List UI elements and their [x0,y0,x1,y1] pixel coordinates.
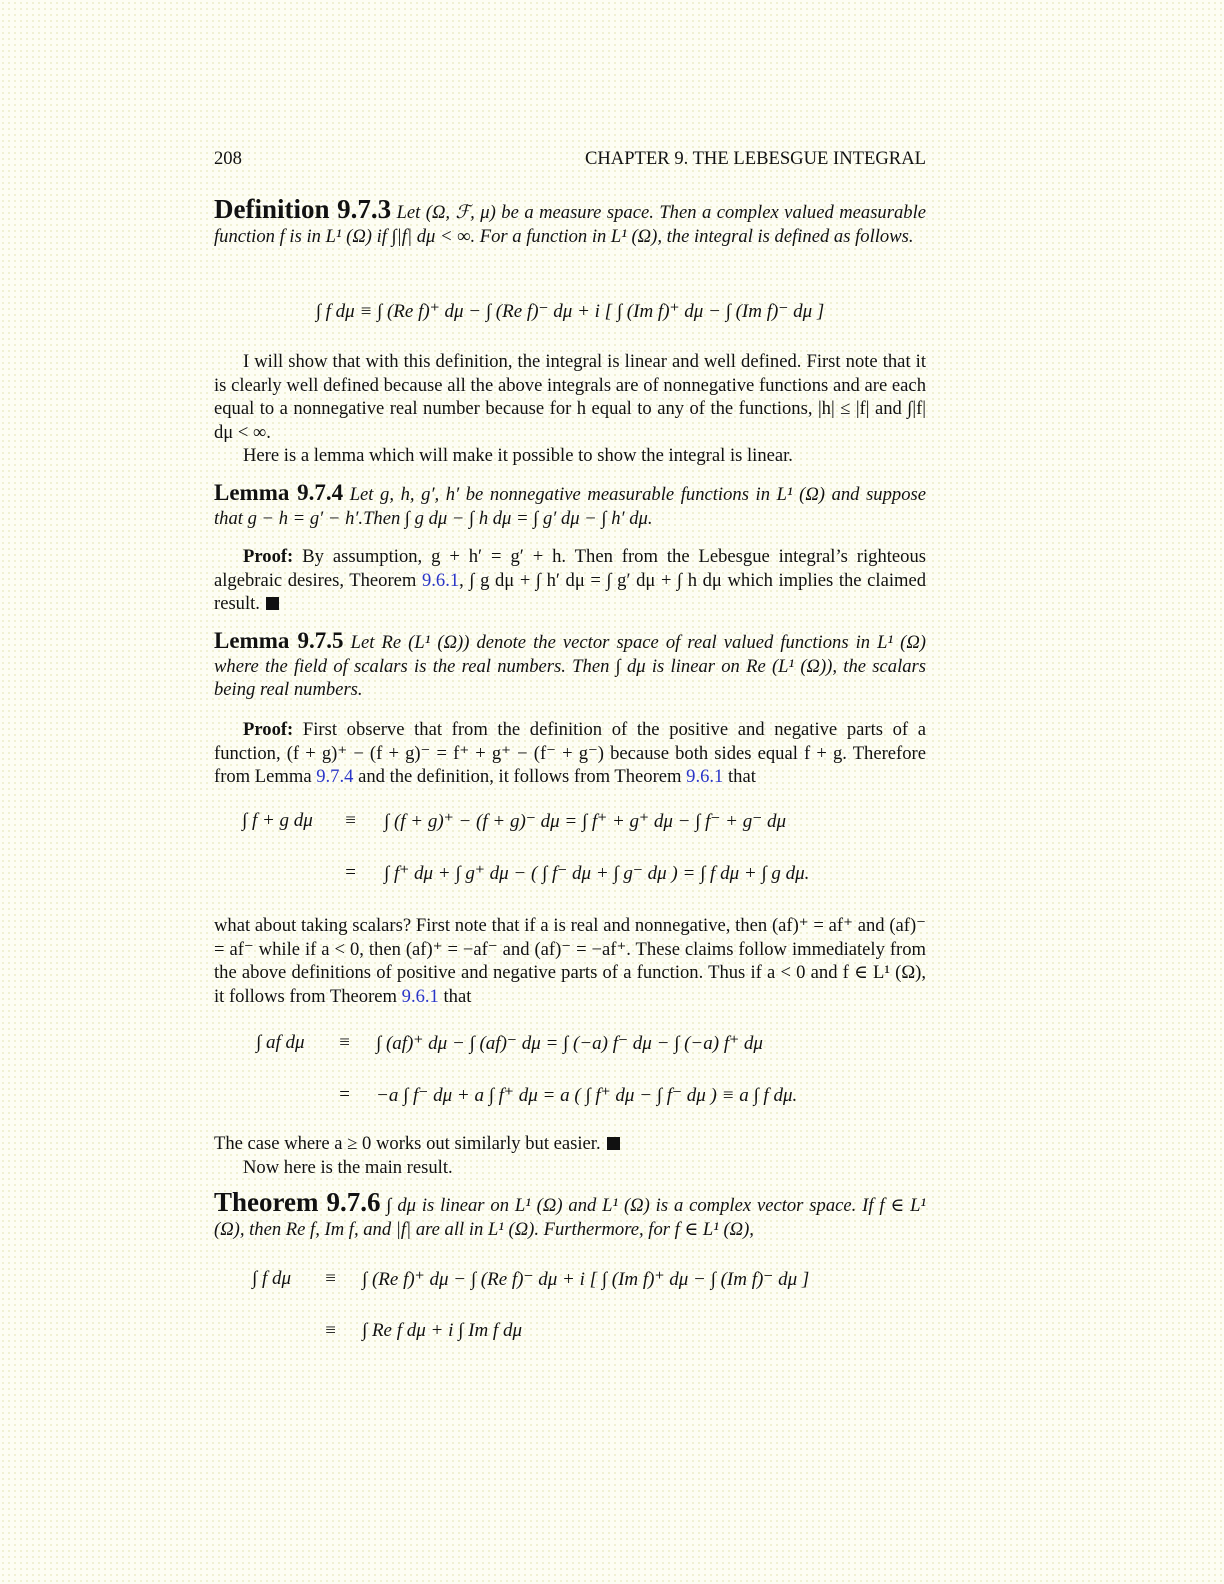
page-header [214,148,926,170]
lemma-proof [214,718,926,789]
definition-title: Definition 9.7.3 [214,194,392,224]
theorem-link[interactable]: 9.6.1 [686,766,724,787]
proof-label: Proof: [243,719,294,740]
eq-rhs: ∫ Re f dμ + i ∫ Im f dμ [362,1320,522,1341]
qed-icon [266,597,279,610]
lemma-link[interactable]: 9.7.4 [316,766,354,787]
eq-op: = [344,862,357,883]
eq-op: = [338,1084,351,1105]
eq-rhs: ∫ (af)⁺ dμ − ∫ (af)⁻ dμ = ∫ (−a) f⁻ dμ − ∫ (−a) f⁺ dμ [376,1033,763,1054]
proof-text: , ∫ g dμ + ∫ h′ dμ = ∫ g′ dμ + ∫ h dμ which implies the claimed result. [214,569,927,614]
qed-icon [607,1137,620,1150]
paragraph: I will show that with this definition, the integral is linear and well defined. First note that it is clearly well defined because all the above integrals are of nonnegative functions and are each equal to a nonnegative real number because for h equal to any of the functions, |h| ≤ |f| and ∫|f| dμ < ∞. [214,351,926,443]
lemma-body: Let g, h, g′, h′ be nonnegative measurable functions in L¹ (Ω) and suppose that g − h = g′ − h′.Then ∫ g dμ − ∫ h dμ = ∫ g′ dμ − ∫ h′ dμ. [214,484,926,529]
eq-op: ≡ [344,810,357,831]
theorem-link[interactable]: 9.6.1 [421,569,460,591]
eq-op: ≡ [324,1320,337,1341]
eq-op: ≡ [338,1032,351,1053]
lemma-9-7-5 [214,629,926,702]
eq-rhs: ∫ (f + g)⁺ − (f + g)⁻ dμ = ∫ f⁺ + g⁺ dμ − ∫ f⁻ + g⁻ dμ [384,811,787,832]
eq-rhs: ∫ f⁺ dμ + ∫ g⁺ dμ − ( ∫ f⁻ dμ + ∫ g⁻ dμ ) = ∫ f dμ + ∫ g dμ. [384,863,810,884]
proof-text: First observe that from the definition of the positive and negative parts of a function, (f + g)⁺ − (f + g)⁻ = f⁺ + g⁺ − (f⁻ + g⁻) because both sides equal f + g. Therefore from Lemma [214,719,926,787]
lemma-title: Lemma 9.7.4 [214,480,344,505]
paragraph [214,914,926,1008]
proof-label: Proof: [243,546,294,567]
definition-equation: ∫ f dμ ≡ ∫ (Re f)⁺ dμ − ∫ (Re f)⁻ dμ + i [ ∫ (Im f)⁺ dμ − ∫ (Im f)⁻ dμ ] [315,301,825,322]
lemma-title: Lemma 9.7.5 [214,628,344,653]
proof-closing [214,1132,926,1156]
proof-text: The case where a ≥ 0 works out similarly but easier. [214,1133,601,1154]
running-head: CHAPTER 9. THE LEBESGUE INTEGRAL [584,148,926,169]
eq-lhs: ∫ f dμ [252,1268,292,1289]
eq-rhs: ∫ (Re f)⁺ dμ − ∫ (Re f)⁻ dμ + i [ ∫ (Im f)⁺ dμ − ∫ (Im f)⁻ dμ ] [362,1269,810,1290]
paragraph-text: what about taking scalars? First note that if a is real and nonnegative, then (af)⁺ = af⁺ and (af)⁻ = af⁻ while if a < 0, then (af)⁺ = −af⁻ and (af)⁻ = −af⁺. These claims follow immediately from the above definitions of positive and negative parts of a function. Thus if a < 0 and f ∈ L¹ (Ω), it follows from Theorem [214,915,926,1007]
definition-9-7-3 [214,194,926,248]
theorem-body: ∫ dμ is linear on L¹ (Ω) and L¹ (Ω) is a complex vector space. If f ∈ L¹ (Ω), then Re f, Im f, and |f| are all in L¹ (Ω). Furthermore, for f ∈ L¹ (Ω), [214,1195,926,1240]
lemma-body: Let Re (L¹ (Ω)) denote the vector space of real valued functions in L¹ (Ω) where the field of scalars is the real numbers. Then ∫ dμ is linear on Re (L¹ (Ω)), the scalars being real numbers. [214,632,927,700]
lemma-9-7-4 [214,481,926,530]
proof-text: that [723,766,756,787]
theorem-9-7-6 [214,1187,926,1241]
eq-rhs: −a ∫ f⁻ dμ + a ∫ f⁺ dμ = a ( ∫ f⁺ dμ − ∫ f⁻ dμ ) ≡ a ∫ f dμ. [376,1085,798,1106]
lemma-proof [214,545,926,616]
theorem-title: Theorem 9.7.6 [214,1187,381,1217]
proof-text: and the definition, it follows from Theorem [353,766,687,787]
paragraph: Now here is the main result. [243,1157,453,1178]
eq-op: ≡ [324,1268,337,1289]
eq-lhs: ∫ af dμ [256,1032,305,1053]
page-number: 208 [214,148,242,169]
eq-lhs: ∫ f + g dμ [242,810,313,831]
paragraph: Here is a lemma which will make it possible to show the integral is linear. [243,445,793,466]
paragraph-text: that [438,985,472,1007]
proof-text: By assumption, g + h′ = g′ + h. Then from the Lebesgue integral’s righteous algebraic desires, Theorem [214,546,926,591]
theorem-link[interactable]: 9.6.1 [401,985,439,1007]
definition-body: Let (Ω, ℱ, μ) be a measure space. Then a complex valued measurable function f is in L¹ (Ω) if ∫|f| dμ < ∞. For a function in L¹ (Ω), the integral is defined as follows. [214,202,926,247]
